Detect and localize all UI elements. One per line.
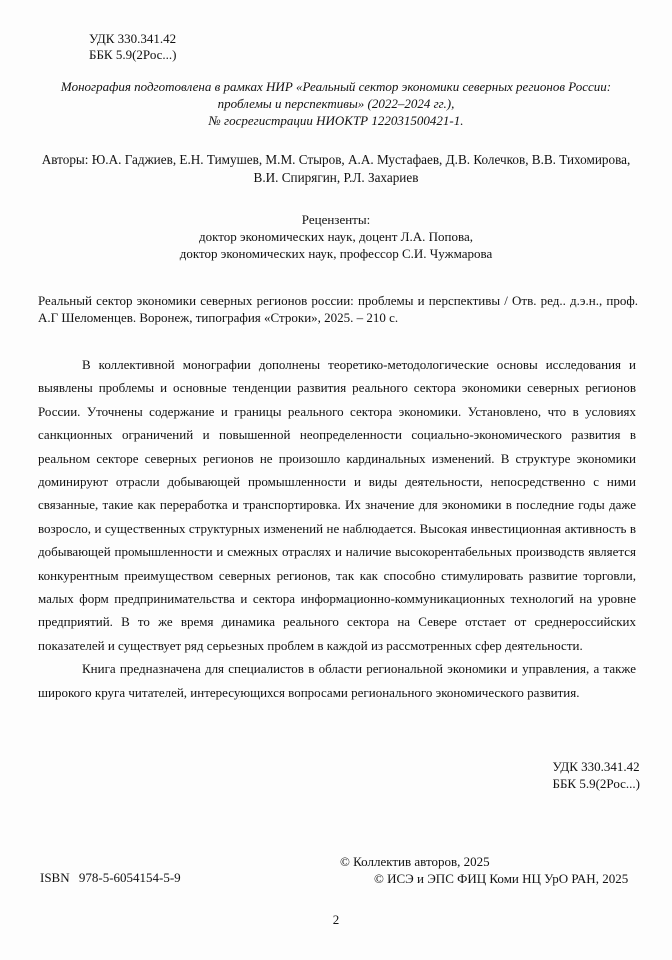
udk-code: УДК 330.341.42 — [89, 31, 177, 46]
project-note — [30, 78, 642, 129]
reviewer-item: доктор экономических наук, профессор С.И. Чужмарова — [179, 246, 493, 261]
bibliographic-citation: Реальный сектор экономики северных регионов россии: проблемы и перспективы / Отв. ред.. д.э.н., проф. А.Г Шеломенцев. Воронеж, типография «Строки», 2025. – 210 с. — [38, 293, 638, 325]
udk-bbk-header — [89, 31, 177, 63]
copyright-line: © Коллектив авторов, 2025 — [340, 854, 490, 869]
udk-code: УДК 330.341.42 — [552, 759, 640, 774]
authors-list — [30, 151, 642, 187]
page-number: 2 — [332, 912, 340, 927]
abstract — [38, 353, 636, 704]
isbn: ISBN 978-5-6054154-5-9 — [40, 870, 181, 885]
reviewers-heading: Рецензенты: — [301, 212, 371, 227]
bbk-code: ББК 5.9(2Рос...) — [552, 776, 640, 791]
project-note-line: Монография подготовлена в рамках НИР «Реальный сектор экономики северных регионов России: — [60, 79, 612, 94]
udk-bbk-footer — [552, 758, 640, 792]
authors-line: Авторы: Ю.А. Гаджиев, Е.Н. Тимушев, М.М. Стыров, А.А. Мустафаев, Д.В. Колечков, В.В. Тихомирова, — [41, 152, 631, 167]
copyright-block — [340, 853, 628, 887]
reviewer-item: доктор экономических наук, доцент Л.А. Попова, — [199, 229, 473, 244]
abstract-paragraph: Книга предназначена для специалистов в области региональной экономики и управления, а также широкого круга читателей, интересующихся вопросами регионального экономического развития. — [38, 661, 636, 700]
reviewers-block — [30, 211, 642, 262]
bbk-code: ББК 5.9(2Рос...) — [89, 47, 177, 62]
project-note-line: проблемы и перспективы» (2022–2024 гг.), — [217, 96, 455, 111]
authors-line: В.И. Спирягин, Р.Л. Захариев — [253, 170, 419, 185]
project-note-line: № госрегистрации НИОКТР 122031500421-1. — [208, 113, 464, 128]
abstract-paragraph: В коллективной монографии дополнены теоретико-методологические основы исследования и выявлены проблемы и основные тенденции развития реального сектора экономики северных регионов России. Уточнены содержание и границы реального сектора экономики. Установлено, что в условиях санкционных ограничений и повышенной неопределенности социально-экономического развития в реальном секторе северных регионов не произошло кардинальных изменений. В структуре экономики доминируют отрасли добывающей промышленности и виды деятельности, непосредственно с ними связанные, такие как переработка и транспортировка. Их значение для экономики в последние годы даже возросло, и существенных структурных изменений не наблюдается. Высокая инвестиционная активность в добывающей промышленности и смежных отраслях и наличие высокорентабельных производств является конкурентным преимуществом северных регионов, так как способно стимулировать развитие торговли, малых форм предпринимательства и сектора информационно-коммуникационных технологий на уровне предприятий. В то же время динамика реального сектора на Севере отстает от среднероссийских показателей и существует ряд серьезных проблем в каждой из рассмотренных сфер деятельности. — [38, 357, 636, 653]
copyright-line: © ИСЭ и ЭПС ФИЦ Коми НЦ УрО РАН, 2025 — [374, 871, 629, 886]
